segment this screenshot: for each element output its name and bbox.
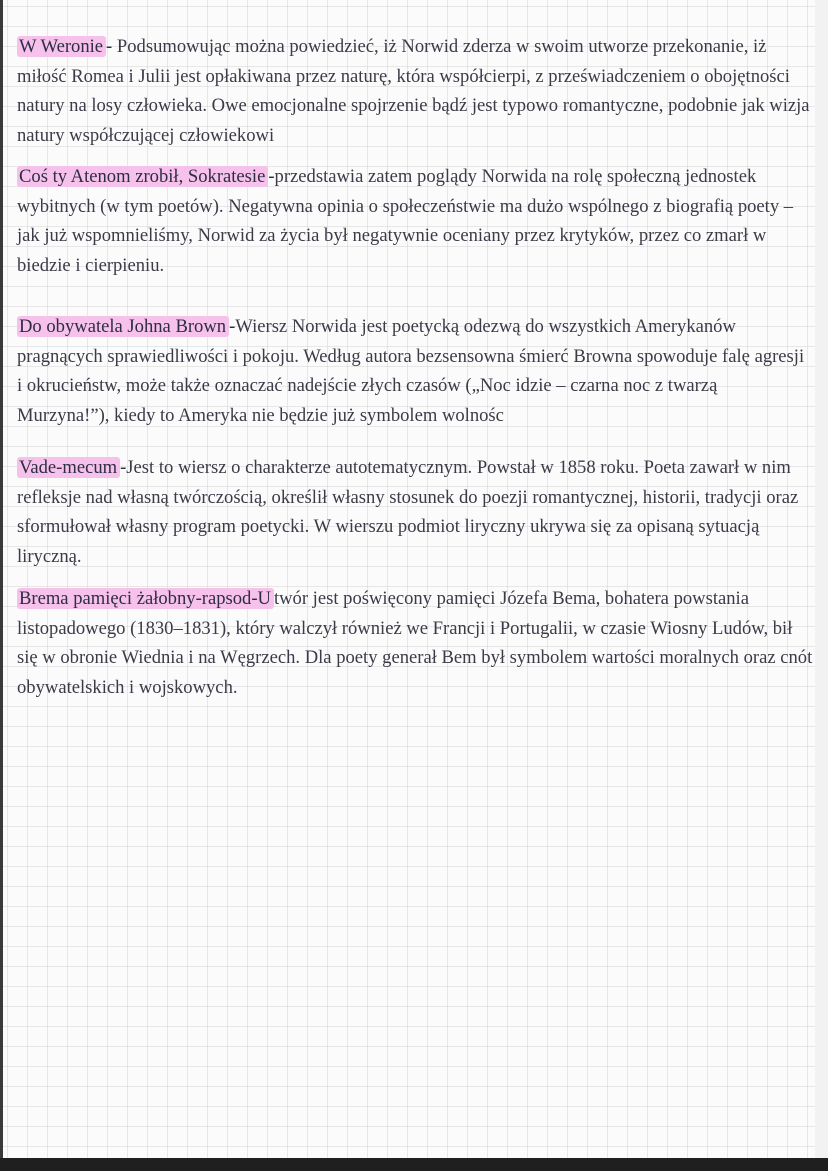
paragraph-body: Podsumowując można powiedzieć, iż Norwid zderza w swoim utworze przekonanie, iż miłość Romea i Julii jest opłakiwana przez naturę, która współcierpi, z przeświadczeniem o obojętności natury na losy człowieka. Owe emocjonalne spojrzenie bądź jest typowo romantyczne, podobnie jak wizja natury współczującej człowiekowi (17, 36, 810, 146)
highlighted-title: Brema pamięci żałobny-rapsod-U (17, 588, 274, 609)
note-paragraph-bem (17, 584, 813, 702)
note-paragraph-john-brown (17, 312, 813, 430)
title-separator: - (268, 166, 275, 187)
note-paragraph-sokrates (17, 162, 813, 280)
highlighted-title: W Weronie (17, 36, 106, 57)
paragraph-body: twór jest poświęcony pamięci Józefa Bema, bohatera powstania listopadowego (1830–1831), który walczył również we Francji i Portugalii, w czasie Wiosny Ludów, bił się w obronie Wiednia i na Węgrzech. Dla poety generał Bem był symbolem wartości moralnych oraz cnót obywatelskich i wojskowych. (17, 588, 813, 698)
note-paragraph-vade-mecum (17, 453, 813, 571)
paragraph-body: przedstawia zatem poglądy Norwida na rolę społeczną jednostek wybitnych (w tym poetów). Negatywna opinia o społeczeństwie ma dużo wspólnego z biografią poety – jak już wspomnieliśmy, Norwid za życia był negatywnie oceniany przez krytyków, przez co zmarł w biedzie i cierpieniu. (17, 166, 794, 276)
title-separator: - (120, 457, 127, 478)
title-separator: - (106, 36, 113, 57)
title-separator: - (229, 316, 236, 337)
highlighted-title: Vade-mecum (17, 457, 120, 478)
page-bottom-edge (0, 1158, 828, 1171)
paragraph-body: Wiersz Norwida jest poetycką odezwą do wszystkich Amerykanów pragnących sprawiedliwości i pokoju. Według autora bezsensowna śmierć Browna spowoduje falę agresji i okrucieństw, może także oznaczać nadejście złych czasów („Noc idzie – czarna noc z twarzą Murzyna!”), kiedy to Ameryka nie będzie już symbolem wolnośc (17, 316, 805, 426)
highlighted-title: Do obywatela Johna Brown (17, 316, 229, 337)
paragraph-body: Jest to wiersz o charakterze autotematycznym. Powstał w 1858 roku. Poeta zawarł w nim refleksje nad własną twórczością, określił własny stosunek do poezji romantycznej, historii, tradycji oraz sformułował własny program poetycki. W wierszu podmiot liryczny ukrywa się za opisaną sytuacją liryczną. (17, 457, 799, 567)
highlighted-title: Coś ty Atenom zrobił, Sokratesie (17, 166, 268, 187)
note-paragraph-w-weronie (17, 32, 813, 150)
page-right-edge (815, 0, 828, 1171)
